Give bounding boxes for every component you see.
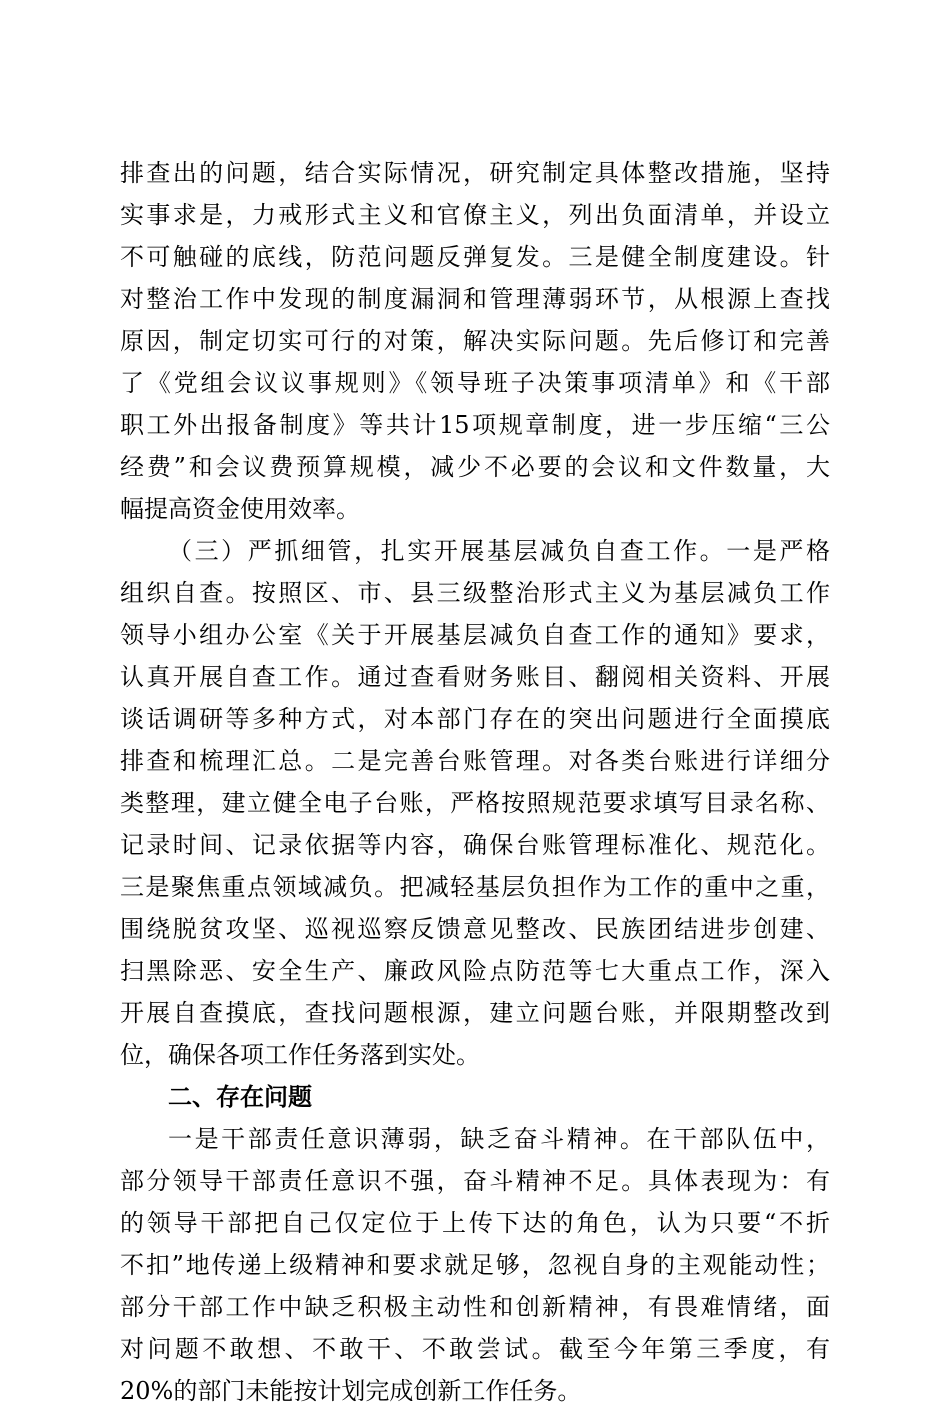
text-line: 不可触碰的底线，防范问题反弹复发。三是健全制度建设。针 [120,243,830,271]
text-line: 原因，制定切实可行的对策，解决实际问题。先后修订和完善 [120,327,830,355]
text-line: 围绕脱贫攻坚、巡视巡察反馈意见整改、民族团结进步创建、 [120,915,830,943]
text-line: 幅提高资金使用效率。 [120,495,360,523]
text-line: 记录时间、记录依据等内容，确保台账管理标准化、规范化。 [120,831,830,859]
text-line: 经费”和会议费预算规模，减少不必要的会议和文件数量，大 [120,453,830,481]
text-line: 谈话调研等多种方式，对本部门存在的突出问题进行全面摸底 [120,705,830,733]
text-line: 类整理，建立健全电子台账，严格按照规范要求填写目录名称、 [120,789,830,817]
text-line: 不扣”地传递上级精神和要求就足够，忽视自身的主观能动性； [120,1251,830,1279]
text-line: 实事求是，力戒形式主义和官僚主义，列出负面清单，并设立 [120,201,830,229]
text-line: 三是聚焦重点领域减负。把减轻基层负担作为工作的重中之重， [120,873,830,901]
section-heading: 二、存在问题 [168,1083,312,1111]
text-line: 20%的部门未能按计划完成创新工作任务。 [120,1377,582,1405]
text-line: 扫黑除恶、安全生产、廉政风险点防范等七大重点工作，深入 [120,957,830,985]
text-line: 对问题不敢想、不敢干、不敢尝试。截至今年第三季度，有 [120,1335,830,1363]
paragraph-start-line: 一是干部责任意识薄弱，缺乏奋斗精神。在干部队伍中， [168,1125,830,1153]
text-line: 认真开展自查工作。通过查看财务账目、翻阅相关资料、开展 [120,663,830,691]
text-line: 领导小组办公室《关于开展基层减负自查工作的通知》要求， [120,621,830,649]
text-line: 排查和梳理汇总。二是完善台账管理。对各类台账进行详细分 [120,747,830,775]
text-line: 开展自查摸底，查找问题根源，建立问题台账，并限期整改到 [120,999,830,1027]
text-line: 排查出的问题，结合实际情况，研究制定具体整改措施，坚持 [120,159,830,187]
text-line: 部分领导干部责任意识不强，奋斗精神不足。具体表现为：有 [120,1167,830,1195]
text-line: 职工外出报备制度》等共计15项规章制度，进一步压缩“三公 [120,411,830,439]
text-line: 部分干部工作中缺乏积极主动性和创新精神，有畏难情绪，面 [120,1293,830,1321]
text-line: 的领导干部把自己仅定位于上传下达的角色，认为只要“不折 [120,1209,830,1237]
text-line: 对整治工作中发现的制度漏洞和管理薄弱环节，从根源上查找 [120,285,830,313]
text-line: 组织自查。按照区、市、县三级整治形式主义为基层减负工作 [120,579,830,607]
text-line: 位，确保各项工作任务落到实处。 [120,1041,480,1069]
text-line: 了《党组会议议事规则》《领导班子决策事项清单》和《干部 [120,369,830,397]
document-body [120,152,830,1412]
paragraph-start-line: （三）严抓细管，扎实开展基层减负自查工作。一是严格 [168,537,830,565]
